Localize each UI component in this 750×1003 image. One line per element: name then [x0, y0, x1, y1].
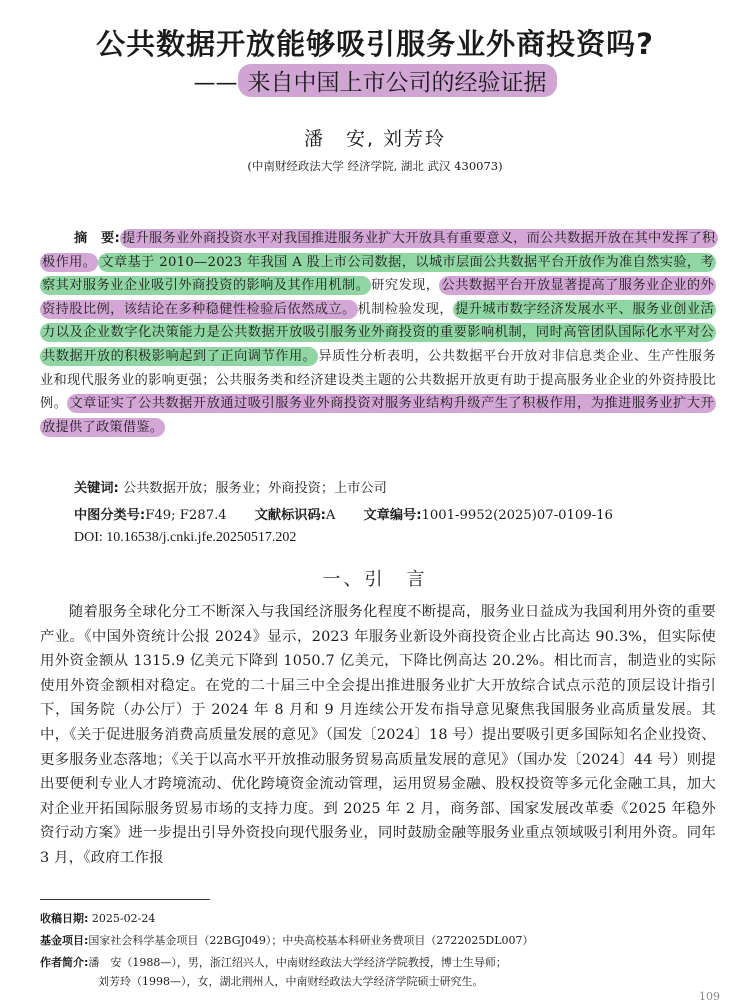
author-label: 作者简介: — [40, 956, 89, 969]
classification-line — [74, 504, 613, 523]
keywords-label: 关键词: — [74, 481, 119, 496]
abstract-highlight-green: 提升城市数字经济发展水平、服务业创业活力以及企业数字化决策能力是公共数据开放吸引服务业外商投资的重要影响机制，同时高管团队国际化水平对公共数据开放的积极影响起到了正向调节作用。 — [42, 301, 714, 364]
intro-paragraph: 随着服务全球化分工不断深入与我国经济服务化程度不断提高，服务业日益成为我国利用外资的重要产业。《中国外资统计公报 2024》显示，2023 年服务业新设外商投资企业占比高达 90.3%，但实际使用外资金额从 1315.9 亿美元下降到 1050.7 亿美元，下降比例高达 20.2%。相比而言，制造业的实际使用外资金额相对稳定。在党的二十届三中全会提出推进服务业扩大开放综合试点示范的顶层设计指引下，国务院（办公厅）于 2024 年 8 月和 9 月连续公开发布指导意见聚焦我国服务业高质量发展。其中，《关于促进服务消费高质量发展的意见》（国发〔2024〕18 号）提出要吸引更多国际知名企业投资、更多服务业态落地；《关于以高水平开放推动服务贸易高质量发展的意见》（国办发〔2024〕44 号）则提出要便利专业人才跨境流动、优化跨境资金流动管理，运用贸易金融、股权投资等多元化金融工具，加大对企业开拓国际服务贸易市场的支持力度。到 2025 年 2 月，商务部、国家发展改革委《2025 年稳外资行动方案》进一步提出引导外资投向现代服务业，同时鼓励金融等服务业重点领域吸引利用外资。同年 3 月，《政府工作报 — [40, 604, 716, 866]
abstract-highlight-purple: 文章证实了公共数据开放通过吸引服务业外商投资对服务业结构升级产生了积极作用，为推进服务业扩大开放提供了政策借鉴。 — [42, 396, 714, 435]
footnote-received — [40, 910, 155, 928]
clc-value: F49; F287.4 — [145, 508, 227, 523]
authors: 潘 安, 刘芳玲 — [303, 128, 447, 150]
abstract-label: 摘 要: — [74, 231, 121, 246]
article-number-value: 1001-9952(2025)07-0109-16 — [421, 508, 613, 523]
received-label: 收稿日期: — [40, 912, 89, 925]
article-number-label: 文章编号: — [363, 508, 422, 523]
page-number: 109 — [699, 990, 720, 1003]
abstract — [40, 227, 716, 439]
abstract-text: 研究发现， — [371, 278, 440, 294]
keywords-line — [74, 477, 387, 496]
clc-label: 中图分类号: — [74, 508, 146, 523]
footnote-author — [40, 954, 507, 972]
received-value: 2025-02-24 — [91, 912, 156, 925]
section-heading: 一、引 言 — [322, 569, 428, 590]
footnote-divider — [40, 899, 210, 900]
abstract-highlight-green: 文章基于 2010—2023 年我国 A 股上市公司数据，以城市层面公共数据平台开放作为准自然实验，考察其对服务业企业吸引外商投资的影响及其作用机制。 — [42, 254, 714, 294]
doi: DOI: 10.16538/j.cnki.jfe.20250517.202 — [74, 530, 297, 545]
fund-value: 国家社会科学基金项目（22BGJ049）；中央高校基本科研业务费项目（2722025DL007） — [88, 934, 534, 947]
keywords-value: 公共数据开放；服务业；外商投资；上市公司 — [123, 481, 387, 496]
abstract-text: 机制检验发现， — [357, 301, 454, 317]
doc-code-label: 文献标识码: — [254, 508, 326, 523]
paper-subtitle: 来自中国上市公司的经验证据 — [238, 64, 557, 97]
abstract-highlight-purple: 公共数据平台开放显著提高了服务业企业的外资持股比例，该结论在多种稳健性检验后依然成立。 — [42, 278, 715, 317]
paper-title: 公共数据开放能够吸引服务业外商投资吗? — [96, 27, 654, 61]
subtitle-dash: —— — [193, 71, 238, 96]
abstract-highlight-purple: 提升服务业外商投资水平对我国推进服务业扩大开放具有重要意义，而公共数据开放在其中发挥了积极作用。 — [42, 231, 716, 270]
doc-code-value: A — [325, 508, 336, 523]
author-1: 潘 安（1988—），男，浙江绍兴人，中南财经政法大学经济学院教授，博士生导师； — [88, 956, 507, 969]
fund-label: 基金项目: — [40, 934, 89, 947]
abstract-text: 异质性分析表明，公共数据平台开放对非信息类企业、生产性服务业和现代服务业的影响更强；公共服务类和经济建设类主题的公共数据开放更有助于提高服务业企业的外资持股比例。 — [40, 348, 717, 412]
footnote-author-2: 刘芳玲（1998—），女，湖北荆州人，中南财经政法大学经济学院硕士研究生。 — [98, 975, 484, 988]
footnote-fund — [40, 932, 534, 950]
affiliation: (中南财经政法大学 经济学院, 湖北 武汉 430073) — [247, 159, 503, 173]
subtitle-line — [0, 64, 750, 97]
